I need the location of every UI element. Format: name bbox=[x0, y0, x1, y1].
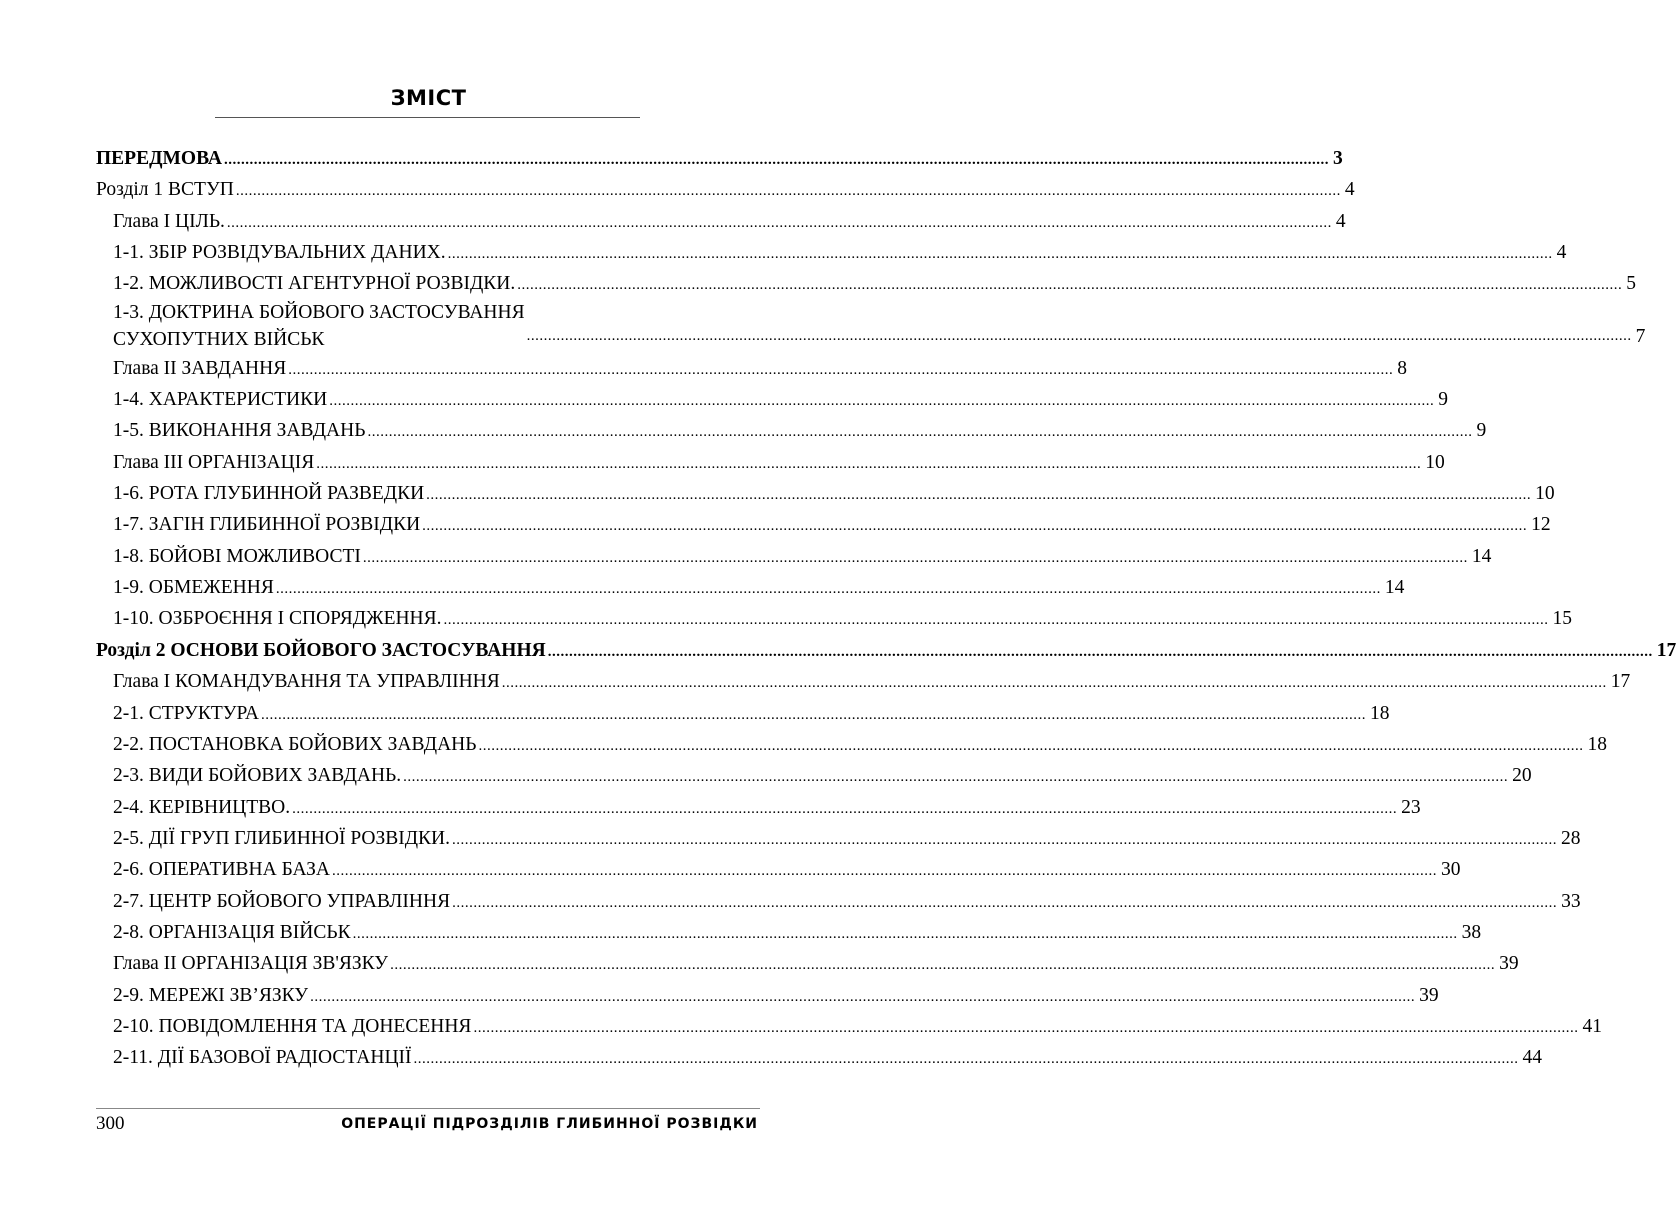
toc-leader-dots: .................................................................................................................................................................................................................................................................... bbox=[260, 706, 1366, 723]
toc-entry[interactable] bbox=[96, 823, 1581, 854]
toc-entry[interactable] bbox=[96, 792, 1421, 823]
toc-entry[interactable] bbox=[96, 447, 1445, 478]
toc-leader-dots: .................................................................................................................................................................................................................................................................... bbox=[390, 957, 1496, 974]
toc-entry-page: 41 bbox=[1582, 1015, 1602, 1037]
toc-entry[interactable] bbox=[96, 760, 1532, 791]
toc-entry-page: 14 bbox=[1384, 577, 1405, 599]
toc-entry-page: 18 bbox=[1587, 733, 1607, 755]
footer-book-title: ОПЕРАЦІЇ ПІДРОЗДІЛІВ ГЛИБИННОЇ РОЗВІДКИ bbox=[341, 1116, 758, 1132]
title-divider bbox=[215, 117, 640, 118]
toc-entry-label: 1-10. ОЗБРОЄННЯ І СПОРЯДЖЕННЯ. bbox=[113, 608, 442, 630]
toc-entry-label: 1-8. БОЙОВІ МОЖЛИВОСТІ bbox=[113, 545, 361, 567]
toc-leader-dots: .................................................................................................................................................................................................................................................................... bbox=[413, 1051, 1519, 1068]
toc-entry[interactable] bbox=[96, 541, 1492, 572]
toc-entry-page: 9 bbox=[1476, 420, 1487, 442]
toc-entry-label: 1-7. ЗАГІН ГЛИБИННОЇ РОЗВІДКИ bbox=[113, 514, 421, 536]
toc-entry[interactable] bbox=[96, 635, 1676, 666]
toc-entry[interactable] bbox=[96, 572, 1405, 603]
toc-leader-dots: .................................................................................................................................................................................................................................................................... bbox=[235, 183, 1341, 200]
toc-entry-label: 2-4. КЕРІВНИЦТВО. bbox=[113, 796, 291, 818]
toc-entry-label: Глава ІІ ЗАВДАННЯ bbox=[113, 357, 287, 379]
toc-entry[interactable] bbox=[96, 854, 1461, 885]
toc-entry-page: 38 bbox=[1461, 921, 1482, 943]
toc-entry-page: 10 bbox=[1535, 483, 1555, 505]
toc-leader-dots: .................................................................................................................................................................................................................................................................... bbox=[316, 455, 1422, 472]
toc-leader-dots: .................................................................................................................................................................................................................................................................... bbox=[367, 424, 1473, 441]
toc-entry-label: 1-9. ОБМЕЖЕННЯ bbox=[113, 577, 274, 599]
toc-leader-dots: .................................................................................................................................................................................................................................................................... bbox=[403, 769, 1509, 786]
toc-leader-dots: .................................................................................................................................................................................................................................................................... bbox=[226, 214, 1332, 231]
toc-entry[interactable] bbox=[96, 1042, 1543, 1073]
toc-entry-page: 4 bbox=[1556, 242, 1567, 264]
toc-entry-label: 2-8. ОРГАНІЗАЦІЯ ВІЙСЬК bbox=[113, 921, 351, 943]
footer-page-number: 300 bbox=[96, 1113, 125, 1134]
toc-leader-dots: .................................................................................................................................................................................................................................................................... bbox=[362, 549, 1468, 566]
toc-entry-label: Глава ІІІ ОРГАНІЗАЦІЯ bbox=[113, 451, 315, 473]
toc-leader-dots: .................................................................................................................................................................................................................................................................... bbox=[331, 863, 1437, 880]
toc-entry-page: 4 bbox=[1344, 179, 1355, 201]
footer-divider bbox=[96, 1108, 760, 1109]
toc-entry[interactable] bbox=[96, 509, 1551, 540]
toc-entry-page: 23 bbox=[1401, 796, 1421, 818]
toc-entry[interactable] bbox=[96, 1011, 1602, 1042]
toc-entry-label: 1-4. ХАРАКТЕРИСТИКИ bbox=[113, 389, 328, 411]
toc-leader-dots: .................................................................................................................................................................................................................................................................... bbox=[352, 925, 1458, 942]
toc-entry[interactable] bbox=[96, 698, 1390, 729]
toc-entry-label: Глава І КОМАНДУВАННЯ ТА УПРАВЛІННЯ bbox=[113, 671, 500, 693]
toc-entry-page: 30 bbox=[1440, 859, 1461, 881]
toc-entry-label: 1-1. ЗБІР РОЗВІДУВАЛЬНИХ ДАНИХ. bbox=[113, 242, 446, 264]
toc-leader-dots: .................................................................................................................................................................................................................................................................... bbox=[422, 518, 1528, 535]
toc-entry[interactable] bbox=[96, 143, 1343, 174]
toc-entry[interactable] bbox=[96, 206, 1346, 237]
toc-leader-dots: .................................................................................................................................................................................................................................................................... bbox=[452, 831, 1558, 848]
toc-entry-page: 28 bbox=[1561, 827, 1581, 849]
toc-leader-dots: .................................................................................................................................................................................................................................................................... bbox=[275, 581, 1381, 598]
toc-entry-label: Розділ 1 ВСТУП bbox=[96, 179, 234, 201]
toc-entry-page: 7 bbox=[1635, 326, 1646, 348]
toc-entry-page: 12 bbox=[1531, 514, 1551, 536]
toc-entry-page: 3 bbox=[1332, 148, 1343, 169]
toc-entry[interactable] bbox=[96, 300, 1646, 353]
toc-entry-page: 39 bbox=[1499, 953, 1519, 975]
toc-leader-dots: .................................................................................................................................................................................................................................................................... bbox=[501, 675, 1607, 692]
toc-leader-dots: .................................................................................................................................................................................................................................................................... bbox=[292, 800, 1398, 817]
toc-entry[interactable] bbox=[96, 886, 1581, 917]
toc-entry-label: 1-3. ДОКТРИНА БОЙОВОГО ЗАСТОСУВАННЯ СУХОПУТНИХ ВІЙСЬК bbox=[113, 301, 525, 350]
toc-entry[interactable] bbox=[96, 174, 1355, 205]
toc-entry-page: 33 bbox=[1561, 890, 1581, 912]
toc-entry[interactable] bbox=[96, 917, 1482, 948]
toc-entry-label: Глава І ЦІЛЬ. bbox=[113, 210, 225, 232]
toc-entry-page: 10 bbox=[1425, 451, 1445, 473]
toc-entry[interactable] bbox=[96, 666, 1631, 697]
toc-entry-label: 2-9. МЕРЕЖІ ЗВ’ЯЗКУ bbox=[113, 984, 309, 1006]
toc-leader-dots: .................................................................................................................................................................................................................................................................... bbox=[452, 894, 1558, 911]
toc-entry-page: 4 bbox=[1335, 210, 1346, 232]
toc-entry-page: 17 bbox=[1610, 671, 1631, 693]
toc-leader-dots: .................................................................................................................................................................................................................................................................... bbox=[310, 988, 1416, 1005]
toc-leader-dots: .................................................................................................................................................................................................................................................................... bbox=[288, 361, 1394, 378]
toc-entry-page: 8 bbox=[1397, 357, 1407, 379]
toc-entry-label: 2-2. ПОСТАНОВКА БОЙОВИХ ЗАВДАНЬ bbox=[113, 733, 477, 755]
toc-leader-dots: .................................................................................................................................................................................................................................................................... bbox=[526, 328, 1632, 345]
toc-leader-dots: .................................................................................................................................................................................................................................................................... bbox=[223, 152, 1329, 168]
toc-entry[interactable] bbox=[96, 729, 1607, 760]
toc-entry[interactable] bbox=[96, 353, 1407, 384]
toc-leader-dots: .................................................................................................................................................................................................................................................................... bbox=[517, 277, 1623, 294]
toc-entry-label: 2-1. СТРУКТУРА bbox=[113, 702, 259, 724]
toc-entry[interactable] bbox=[96, 384, 1448, 415]
toc-entry-label: 1-6. РОТА ГЛУБИННОЙ РАЗВЕДКИ bbox=[113, 483, 425, 505]
toc-entry[interactable] bbox=[96, 237, 1567, 268]
toc-entry-page: 15 bbox=[1552, 608, 1573, 630]
toc-entry-label: 2-11. ДІЇ БАЗОВОЇ РАДІОСТАНЦІЇ bbox=[113, 1047, 412, 1069]
toc-entry-page: 44 bbox=[1522, 1047, 1543, 1069]
toc-entry-page: 18 bbox=[1369, 702, 1390, 724]
toc-entry[interactable] bbox=[96, 603, 1573, 634]
toc-entry[interactable] bbox=[96, 478, 1555, 509]
toc-entry[interactable] bbox=[96, 415, 1487, 446]
toc-entry-label: Розділ 2 ОСНОВИ БОЙОВОГО ЗАСТОСУВАННЯ bbox=[96, 639, 546, 661]
toc-entry-page: 39 bbox=[1419, 984, 1439, 1006]
toc-entry-label: 2-6. ОПЕРАТИВНА БАЗА bbox=[113, 859, 330, 881]
page-title: ЗМІСТ bbox=[390, 86, 467, 110]
toc-entry[interactable] bbox=[96, 948, 1519, 979]
toc-entry-label: 2-5. ДІЇ ГРУП ГЛИБИННОЇ РОЗВІДКИ. bbox=[113, 827, 451, 849]
toc-entry-page: 5 bbox=[1626, 273, 1636, 295]
toc-entry-label: 1-2. МОЖЛИВОСТІ АГЕНТУРНОЇ РОЗВІДКИ. bbox=[113, 273, 516, 295]
toc-entry-label: ПЕРЕДМОВА bbox=[96, 148, 222, 169]
toc-entry-label: 2-3. ВИДИ БОЙОВИХ ЗАВДАНЬ. bbox=[113, 765, 402, 787]
toc-entry-page: 17 bbox=[1656, 639, 1676, 661]
toc-entry-page: 9 bbox=[1438, 389, 1448, 411]
toc-entry-label: 2-7. ЦЕНТР БОЙОВОГО УПРАВЛІННЯ bbox=[113, 890, 451, 912]
toc-entry-page: 14 bbox=[1471, 545, 1492, 567]
toc-leader-dots: .................................................................................................................................................................................................................................................................... bbox=[473, 1019, 1579, 1036]
toc-leader-dots: .................................................................................................................................................................................................................................................................... bbox=[443, 612, 1549, 629]
toc-entry-page: 20 bbox=[1512, 765, 1532, 787]
toc-entry-label: 2-10. ПОВІДОМЛЕННЯ ТА ДОНЕСЕННЯ bbox=[113, 1015, 472, 1037]
toc-leader-dots: .................................................................................................................................................................................................................................................................... bbox=[426, 487, 1532, 504]
toc-entry[interactable] bbox=[96, 980, 1439, 1011]
toc-entry-label: 1-5. ВИКОНАННЯ ЗАВДАНЬ bbox=[113, 420, 366, 442]
table-of-contents bbox=[96, 143, 1676, 1074]
toc-leader-dots: .................................................................................................................................................................................................................................................................... bbox=[329, 393, 1435, 410]
toc-leader-dots: .................................................................................................................................................................................................................................................................... bbox=[478, 737, 1584, 754]
toc-entry-label: Глава ІІ ОРГАНІЗАЦІЯ ЗВ'ЯЗКУ bbox=[113, 953, 389, 975]
toc-entry[interactable] bbox=[96, 268, 1636, 299]
toc-leader-dots: .................................................................................................................................................................................................................................................................... bbox=[447, 246, 1553, 263]
toc-leader-dots: .................................................................................................................................................................................................................................................................... bbox=[547, 643, 1653, 660]
